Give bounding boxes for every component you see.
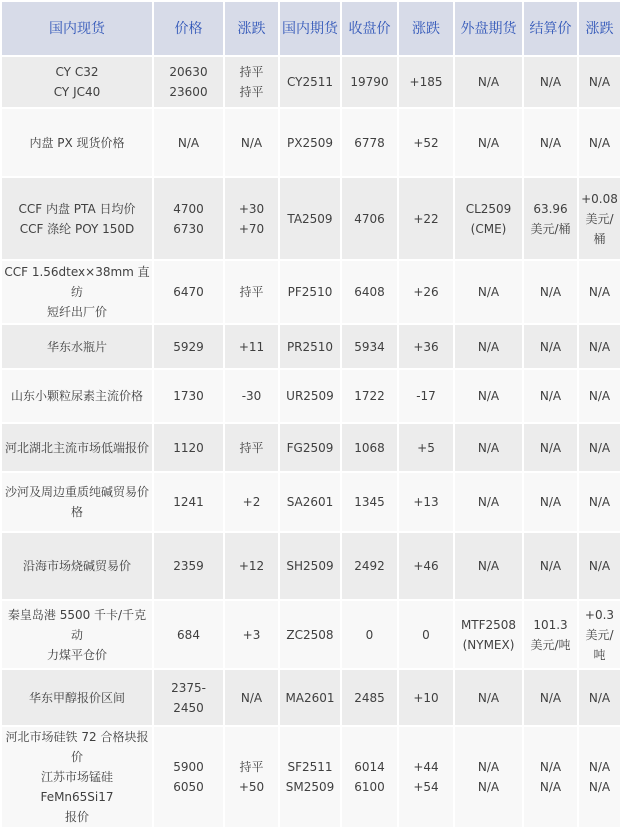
cell-line: 4706 <box>354 211 385 226</box>
cell-price <box>154 727 223 827</box>
cell-line: N/A <box>477 440 500 455</box>
cell-line: 沙河及周边重质纯碱贸易价格 <box>4 485 149 519</box>
cell-line: PX2509 <box>287 135 333 150</box>
cell-line: N/A <box>539 339 562 354</box>
cell-line: 0 <box>422 627 430 642</box>
cell-close <box>342 727 397 827</box>
cell-line: N/A <box>588 559 611 573</box>
cell-fchange <box>399 57 453 107</box>
cell-line: CCF 内盘 PTA 日均价 <box>18 201 136 216</box>
cell-foreign <box>455 370 522 422</box>
cell-fchange <box>399 601 453 668</box>
cell-line: 沿海市场烧碱贸易价 <box>22 559 131 573</box>
cell-line: 华东甲醇报价区间 <box>28 690 125 705</box>
cell-line: 6778 <box>354 135 385 150</box>
cell-fchange <box>399 109 453 176</box>
cell-spot <box>2 325 152 368</box>
header-spot: 国内现货 <box>2 2 152 55</box>
cell-spot <box>2 424 152 471</box>
cell-schange <box>579 57 620 107</box>
cell-foreign <box>455 325 522 368</box>
table-row <box>2 178 620 259</box>
cell-line: +70 <box>238 221 265 236</box>
cell-change <box>225 533 278 599</box>
cell-close <box>342 109 397 176</box>
cell-line: 美元/桶 <box>585 211 614 246</box>
cell-future <box>280 261 340 323</box>
cell-future <box>280 109 340 176</box>
cell-line: 秦皇岛港 5500 千卡/千克动 <box>7 607 147 642</box>
cell-line: -30 <box>241 389 262 403</box>
cell-settle <box>524 109 577 176</box>
cell-change <box>225 424 278 471</box>
cell-foreign <box>455 727 522 827</box>
cell-line: PR2510 <box>286 339 334 354</box>
cell-future <box>280 325 340 368</box>
cell-change <box>225 109 278 176</box>
cell-line: +3 <box>242 627 261 642</box>
cell-change <box>225 601 278 668</box>
cell-foreign <box>455 57 522 107</box>
cell-line: 6470 <box>173 285 204 299</box>
cell-line: 华东水瓶片 <box>46 339 107 354</box>
cell-line: 1722 <box>354 389 385 403</box>
cell-line: 101.3 <box>533 617 568 632</box>
header-row <box>2 2 620 55</box>
table-row <box>2 601 620 668</box>
cell-settle <box>524 325 577 368</box>
cell-line: N/A <box>539 135 562 150</box>
cell-foreign <box>455 109 522 176</box>
cell-line: +185 <box>409 75 443 89</box>
cell-line: 江苏市场锰硅 FeMn65Si17 <box>40 770 114 804</box>
table-row <box>2 424 620 471</box>
cell-price <box>154 424 223 471</box>
cell-line: +5 <box>417 440 435 455</box>
cell-future <box>280 178 340 259</box>
cell-line: N/A <box>588 780 611 794</box>
cell-line: N/A <box>588 760 611 774</box>
cell-fchange <box>399 325 453 368</box>
cell-line: +0.08 <box>581 191 618 206</box>
cell-line: N/A <box>477 559 500 573</box>
cell-spot <box>2 533 152 599</box>
cell-line: +44 <box>413 760 439 774</box>
cell-line: 持平 <box>239 65 264 79</box>
cell-line: N/A <box>477 285 500 299</box>
cell-price <box>154 57 223 107</box>
cell-settle <box>524 261 577 323</box>
cell-schange <box>579 424 620 471</box>
cell-line: +11 <box>238 339 265 354</box>
cell-line: 内盘 PX 现货价格 <box>29 135 125 150</box>
cell-line: 河北市场硅铁 72 合格块报价 <box>5 730 149 764</box>
cell-line: 4700 <box>173 201 204 216</box>
cell-line: 5929 <box>173 339 204 354</box>
cell-close <box>342 178 397 259</box>
cell-line: 持平 <box>239 760 264 774</box>
cell-line: N/A <box>477 339 500 354</box>
cell-line: 63.96 <box>533 201 568 216</box>
cell-close <box>342 424 397 471</box>
cell-line: 2375-2450 <box>171 680 206 715</box>
cell-spot <box>2 601 152 668</box>
cell-line: +22 <box>413 211 439 226</box>
cell-line: 报价 <box>64 810 89 824</box>
cell-line: 美元/吨 <box>585 627 614 662</box>
cell-line: N/A <box>539 780 562 794</box>
cell-change <box>225 178 278 259</box>
cell-spot <box>2 370 152 422</box>
cell-line: N/A <box>477 135 500 150</box>
cell-spot <box>2 727 152 827</box>
cell-schange <box>579 178 620 259</box>
cell-line: +0.3 <box>584 607 615 622</box>
cell-line: +50 <box>238 780 265 794</box>
cell-line: CCF 1.56dtex×38mm 直纺 <box>4 265 150 299</box>
cell-price <box>154 601 223 668</box>
cell-line: SA2601 <box>286 495 334 509</box>
cell-settle <box>524 601 577 668</box>
cell-foreign <box>455 424 522 471</box>
cell-change <box>225 370 278 422</box>
cell-line: N/A <box>588 440 611 455</box>
cell-line: FG2509 <box>286 440 334 455</box>
cell-line: 19790 <box>350 75 389 89</box>
cell-line: -17 <box>416 389 436 403</box>
cell-schange <box>579 473 620 531</box>
table-row <box>2 261 620 323</box>
cell-line: N/A <box>539 690 562 705</box>
cell-line: 2359 <box>173 559 204 573</box>
cell-line: +46 <box>413 559 439 573</box>
header-future: 国内期货 <box>280 2 340 55</box>
cell-spot <box>2 473 152 531</box>
cell-line: N/A <box>588 690 611 705</box>
cell-close <box>342 370 397 422</box>
table-row <box>2 109 620 176</box>
cell-line: 山东小颗粒尿素主流价格 <box>10 389 143 403</box>
cell-line: N/A <box>539 285 562 299</box>
cell-settle <box>524 533 577 599</box>
cell-line: +12 <box>238 559 265 573</box>
cell-foreign <box>455 670 522 725</box>
table-row <box>2 727 620 827</box>
cell-line: (CME) <box>470 221 507 236</box>
header-settle-change: 涨跌 <box>579 2 620 55</box>
cell-line: 5934 <box>354 339 385 354</box>
cell-line: N/A <box>477 780 500 794</box>
cell-line: UR2509 <box>286 389 334 403</box>
header-close: 收盘价 <box>342 2 397 55</box>
cell-spot <box>2 109 152 176</box>
cell-line: N/A <box>588 75 611 89</box>
cell-line: 6730 <box>173 221 204 236</box>
cell-schange <box>579 261 620 323</box>
cell-close <box>342 57 397 107</box>
cell-line: N/A <box>539 495 562 509</box>
cell-settle <box>524 370 577 422</box>
cell-line: 2485 <box>354 690 385 705</box>
cell-line: 美元/桶 <box>530 221 571 236</box>
cell-line: 23600 <box>169 85 208 99</box>
cell-schange <box>579 533 620 599</box>
cell-price <box>154 325 223 368</box>
cell-line: N/A <box>240 690 263 705</box>
cell-line: MTF2508 <box>460 617 517 632</box>
table-row <box>2 473 620 531</box>
cell-line: SM2509 <box>285 780 335 794</box>
cell-future <box>280 533 340 599</box>
cell-foreign <box>455 473 522 531</box>
cell-line: CL2509 <box>465 201 512 216</box>
cell-line: 短纤出厂价 <box>46 305 107 319</box>
cell-change <box>225 57 278 107</box>
cell-schange <box>579 325 620 368</box>
cell-future <box>280 370 340 422</box>
cell-line: 5900 <box>173 760 204 774</box>
cell-spot <box>2 57 152 107</box>
cell-line: 6014 <box>354 760 385 774</box>
cell-spot <box>2 178 152 259</box>
cell-foreign <box>455 178 522 259</box>
cell-spot <box>2 670 152 725</box>
header-change: 涨跌 <box>225 2 278 55</box>
cell-line: 684 <box>177 627 200 642</box>
cell-line: N/A <box>539 440 562 455</box>
cell-line: 持平 <box>239 85 264 99</box>
cell-line: N/A <box>588 389 611 403</box>
cell-price <box>154 178 223 259</box>
cell-settle <box>524 670 577 725</box>
cell-fchange <box>399 473 453 531</box>
cell-line: 6100 <box>354 780 385 794</box>
cell-price <box>154 261 223 323</box>
header-settle: 结算价 <box>524 2 577 55</box>
cell-line: 力煤平仓价 <box>46 647 107 662</box>
cell-line: N/A <box>588 339 611 354</box>
header-future-change: 涨跌 <box>399 2 453 55</box>
cell-line: 持平 <box>239 285 264 299</box>
cell-line: N/A <box>177 135 200 150</box>
cell-future <box>280 727 340 827</box>
cell-line: CY C32 <box>55 65 99 79</box>
cell-close <box>342 601 397 668</box>
cell-schange <box>579 370 620 422</box>
cell-foreign <box>455 533 522 599</box>
cell-line: 1730 <box>173 389 204 403</box>
cell-line: N/A <box>477 690 500 705</box>
cell-line: N/A <box>477 389 500 403</box>
cell-line: 美元/吨 <box>530 637 571 652</box>
cell-line: CY2511 <box>286 75 334 89</box>
cell-close <box>342 473 397 531</box>
cell-line: +2 <box>242 495 261 509</box>
cell-settle <box>524 178 577 259</box>
cell-line: CCF 涤纶 POY 150D <box>19 221 135 236</box>
cell-price <box>154 670 223 725</box>
cell-future <box>280 670 340 725</box>
table-row <box>2 57 620 107</box>
table-row <box>2 370 620 422</box>
cell-schange <box>579 670 620 725</box>
cell-settle <box>524 473 577 531</box>
cell-foreign <box>455 601 522 668</box>
cell-change <box>225 261 278 323</box>
table-body <box>2 57 620 827</box>
cell-line: 20630 <box>169 65 208 79</box>
cell-line: CY JC40 <box>53 85 101 99</box>
cell-fchange <box>399 533 453 599</box>
cell-fchange <box>399 424 453 471</box>
cell-schange <box>579 109 620 176</box>
cell-schange <box>579 727 620 827</box>
cell-line: 6408 <box>354 285 385 299</box>
cell-line: +26 <box>413 285 439 299</box>
cell-fchange <box>399 178 453 259</box>
cell-line: (NYMEX) <box>462 637 515 652</box>
cell-line: 河北湖北主流市场低端报价 <box>4 440 149 455</box>
cell-future <box>280 473 340 531</box>
cell-line: 1068 <box>354 440 385 455</box>
cell-line: 0 <box>365 627 374 642</box>
cell-price <box>154 533 223 599</box>
table-row <box>2 533 620 599</box>
cell-line: 1345 <box>354 495 385 509</box>
cell-line: SH2509 <box>286 559 334 573</box>
cell-price <box>154 473 223 531</box>
cell-line: 1120 <box>173 440 204 455</box>
cell-line: 2492 <box>354 559 385 573</box>
cell-change <box>225 325 278 368</box>
cell-line: +36 <box>413 339 439 354</box>
cell-line: +13 <box>413 495 439 509</box>
cell-schange <box>579 601 620 668</box>
cell-line: N/A <box>477 495 500 509</box>
cell-line: PF2510 <box>287 285 333 299</box>
cell-settle <box>524 727 577 827</box>
cell-line: 1241 <box>173 495 204 509</box>
cell-line: N/A <box>240 135 263 150</box>
cell-change <box>225 670 278 725</box>
cell-line: ZC2508 <box>286 627 334 642</box>
cell-line: N/A <box>588 135 611 150</box>
cell-line: SF2511 <box>287 760 333 774</box>
cell-line: 持平 <box>239 440 264 455</box>
cell-future <box>280 601 340 668</box>
cell-price <box>154 370 223 422</box>
cell-future <box>280 57 340 107</box>
header-price: 价格 <box>154 2 223 55</box>
cell-settle <box>524 57 577 107</box>
cell-line: N/A <box>539 760 562 774</box>
cell-fchange <box>399 261 453 323</box>
cell-line: N/A <box>539 389 562 403</box>
table-row <box>2 670 620 725</box>
cell-future <box>280 424 340 471</box>
cell-fchange <box>399 670 453 725</box>
cell-close <box>342 533 397 599</box>
cell-settle <box>524 424 577 471</box>
cell-price <box>154 109 223 176</box>
cell-line: +10 <box>413 690 439 705</box>
cell-line: +30 <box>238 201 265 216</box>
cell-spot <box>2 261 152 323</box>
table-row <box>2 325 620 368</box>
cell-close <box>342 261 397 323</box>
cell-close <box>342 325 397 368</box>
cell-line: N/A <box>588 495 611 509</box>
cell-fchange <box>399 727 453 827</box>
cell-line: N/A <box>477 75 500 89</box>
cell-line: TA2509 <box>287 211 333 226</box>
header-foreign-future: 外盘期货 <box>455 2 522 55</box>
cell-line: N/A <box>477 760 500 774</box>
cell-line: +54 <box>413 780 439 794</box>
cell-line: N/A <box>539 75 562 89</box>
cell-foreign <box>455 261 522 323</box>
cell-fchange <box>399 370 453 422</box>
cell-close <box>342 670 397 725</box>
cell-line: MA2601 <box>285 690 335 705</box>
cell-line: N/A <box>588 285 611 299</box>
cell-change <box>225 727 278 827</box>
cell-line: N/A <box>539 559 562 573</box>
cell-line: +52 <box>413 135 439 150</box>
cell-line: 6050 <box>173 780 204 794</box>
cell-change <box>225 473 278 531</box>
